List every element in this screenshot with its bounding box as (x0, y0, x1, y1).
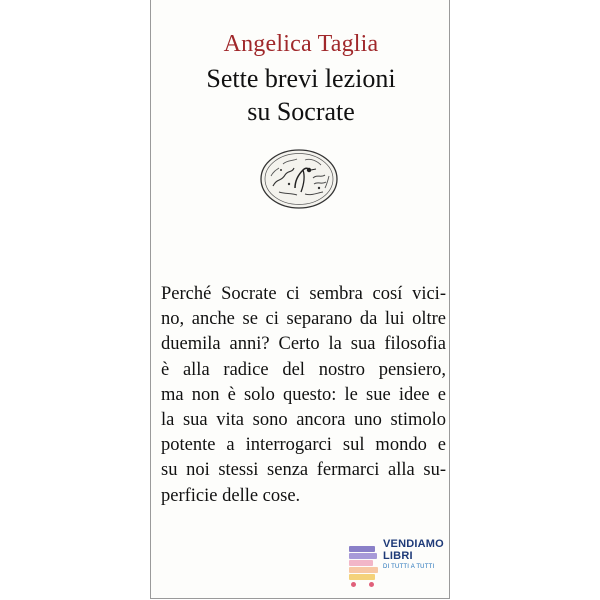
book-title (151, 62, 451, 128)
badge-line-1: VENDIAMO (383, 538, 444, 550)
blurb-line: potente a interrogarci sul mondo e (161, 435, 446, 456)
blurb-line: ma non è solo questo: le sue idee e (161, 384, 446, 405)
vendiamo-libri-badge (349, 532, 444, 588)
blurb-line: perficie delle cose. (161, 485, 301, 506)
badge-text (383, 538, 444, 572)
badge-line-2: LIBRI (383, 550, 413, 562)
blurb-line: è alla radice del nostro pensiero, (161, 359, 446, 380)
title-line-1: Sette brevi lezioni (206, 64, 396, 93)
title-line-2: su Socrate (247, 97, 355, 126)
publisher-emblem-icon (259, 148, 339, 210)
book-cover (150, 0, 450, 599)
cover-blurb (161, 282, 446, 509)
blurb-line: la sua vita sono ancora uno stimolo (161, 410, 446, 431)
book-stack-icon (349, 532, 379, 588)
blurb-line: duemila anni? Certo la sua filosofia (161, 334, 446, 355)
author-name: Angelica Taglia (223, 31, 379, 57)
blurb-line: su noi stessi senza fermarci alla su- (161, 460, 446, 481)
blurb-line: no, anche se ci separano da lui oltre (161, 309, 446, 330)
badge-line-3: DI TUTTI A TUTTI (383, 564, 435, 570)
blurb-line: Perché Socrate ci sembra cosí vici- (161, 284, 446, 304)
